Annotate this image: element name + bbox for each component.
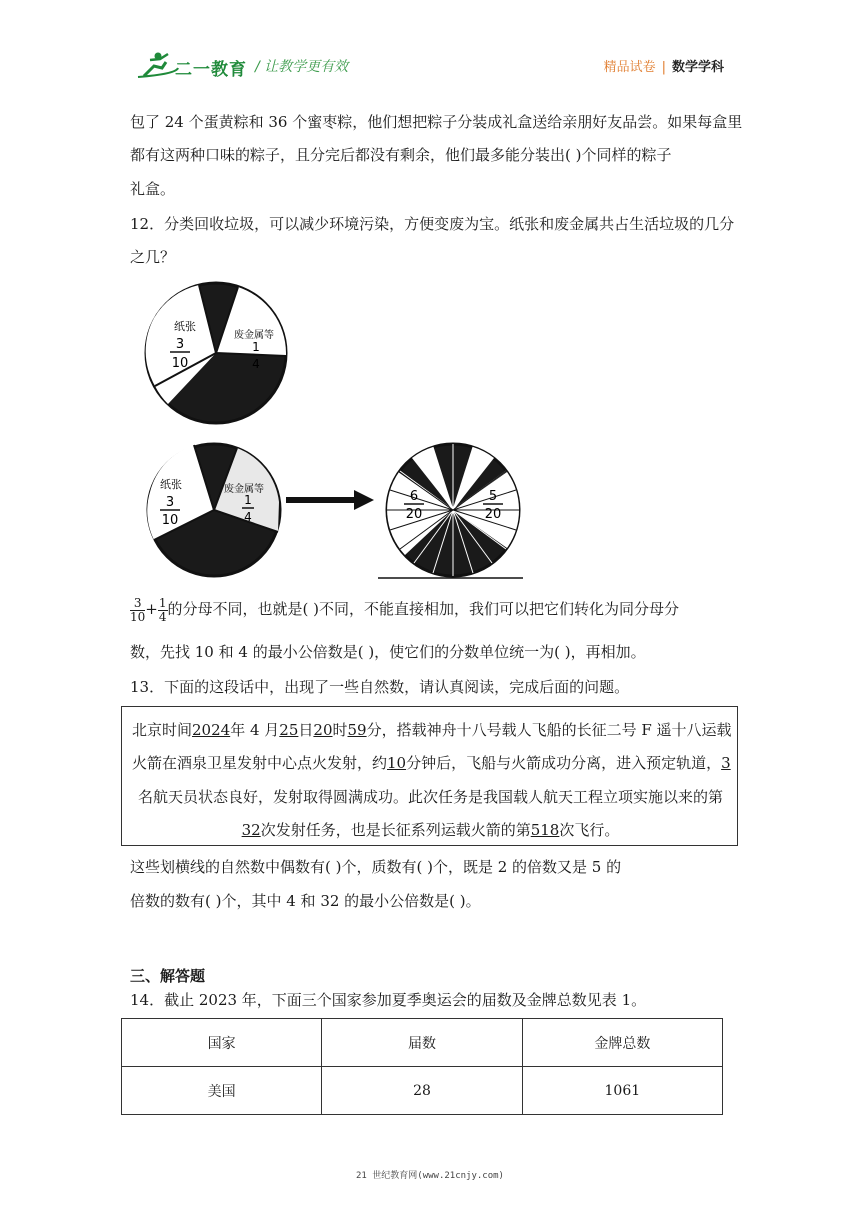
fraction-3-10: $\frac{3}{10}$ xyxy=(130,595,146,624)
q13-question-line1: 这些划横线的自然数中偶数有( )个，质数有( )个，既是 2 的倍数又是 5 的 xyxy=(130,858,622,876)
q11-line1: 包了 24 个蛋黄粽和 36 个蜜枣粽，他们想把粽子分装成礼盒送给亲朋好友品尝。如果每盒里 xyxy=(130,113,743,131)
q11-line3: 礼盒。 xyxy=(130,180,176,198)
q12-line3: 的分母不同，也就是( )不同，不能直接相加，我们可以把它们转化为同分母分 xyxy=(167,600,679,618)
pie-chart-20-parts xyxy=(378,440,528,582)
slogan: / 让教学更有效 xyxy=(255,59,349,75)
pie-chart-2 xyxy=(134,440,294,580)
pie3-left-num: 6 xyxy=(409,489,419,504)
table-header-cell: 国家 xyxy=(122,1019,322,1067)
table-header-row xyxy=(122,1019,723,1067)
pie2-label-metal: 废金属等 xyxy=(224,484,264,495)
table-cell: 1061 xyxy=(522,1067,722,1115)
table-header-cell: 届数 xyxy=(322,1019,522,1067)
pie2-paper-den: 10 xyxy=(161,513,179,528)
pie1-paper-num: 3 xyxy=(175,337,185,352)
logo-text: 二一教育 xyxy=(175,60,247,80)
q13-intro: 13．下面的这段话中，出现了一些自然数，请认真阅读，完成后面的问题。 xyxy=(130,678,630,696)
table-row xyxy=(122,1067,723,1115)
pie3-left-den: 20 xyxy=(405,507,423,522)
plus-sign: + xyxy=(145,600,158,618)
tag-subject: 数学学科 xyxy=(671,60,724,75)
q12-line2: 之几？ xyxy=(130,248,176,266)
q13-passage-line1: 北京时间2024年 4 月25日20时59分，搭载神舟十八号载人飞船的长征二号 F 遥十八运载 xyxy=(132,721,732,739)
pie1-metal-den: 4 xyxy=(252,357,260,371)
pie2-metal-den: 4 xyxy=(244,510,252,524)
arrow-right-icon xyxy=(286,487,376,513)
q13-passage-line2: 火箭在酒泉卫星发射中心点火发射，约10分钟后，飞船与火箭成功分离，进入预定轨道，3 xyxy=(132,754,731,772)
q13-passage-line4: 32次发射任务，也是长征系列运载火箭的第518次飞行。 xyxy=(241,821,620,839)
q12-line1: 12．分类回收垃圾，可以减少环境污染，方便变废为宝。纸张和废金属共占生活垃圾的几分 xyxy=(130,215,735,233)
olympics-table xyxy=(121,1018,723,1115)
pie1-label-paper: 纸张 xyxy=(174,320,196,333)
q13-passage-box xyxy=(121,706,738,846)
fraction-1-4: $\frac{1}{4}$ xyxy=(158,595,167,624)
q11-line2: 都有这两种口味的粽子，且分完后都没有剩余，他们最多能分装出( )个同样的粽子 xyxy=(130,146,672,164)
tag-separator: | xyxy=(661,60,666,75)
pie3-right-den: 20 xyxy=(484,507,502,522)
table-header-cell: 金牌总数 xyxy=(522,1019,722,1067)
footer-text: 21 世纪教育网(www.21cnjy.com) xyxy=(356,1171,504,1181)
pie2-metal-num: 1 xyxy=(244,493,252,507)
pie1-label-metal: 废金属等 xyxy=(234,330,274,341)
q12-line3-row xyxy=(130,596,730,624)
pie1-paper-den: 10 xyxy=(171,356,189,371)
q13-question-line2: 倍数的数有( )个，其中 4 和 32 的最小公倍数是( )。 xyxy=(130,892,481,910)
q13-passage-line3: 名航天员状态良好，发射取得圆满成功。此次任务是我国载人航天工程立项实施以来的第 xyxy=(137,788,723,806)
table-cell: 28 xyxy=(322,1067,522,1115)
pie2-paper-num: 3 xyxy=(165,495,175,510)
pie2-label-paper: 纸张 xyxy=(160,478,182,491)
pie-chart-1 xyxy=(136,278,296,428)
tag-premium: 精品试卷 xyxy=(603,60,656,75)
header-tags xyxy=(604,56,724,75)
q14-intro: 14．截止 2023 年，下面三个国家参加夏季奥运会的届数及金牌总数见表 1。 xyxy=(130,991,647,1009)
table-cell: 美国 xyxy=(122,1067,322,1115)
section-title: 三、解答题 xyxy=(130,967,206,985)
pie1-metal-num: 1 xyxy=(252,340,260,354)
q12-line4: 数，先找 10 和 4 的最小公倍数是( )，使它们的分数单位统一为( )，再相加。 xyxy=(130,643,646,661)
pie3-right-num: 5 xyxy=(488,489,498,504)
